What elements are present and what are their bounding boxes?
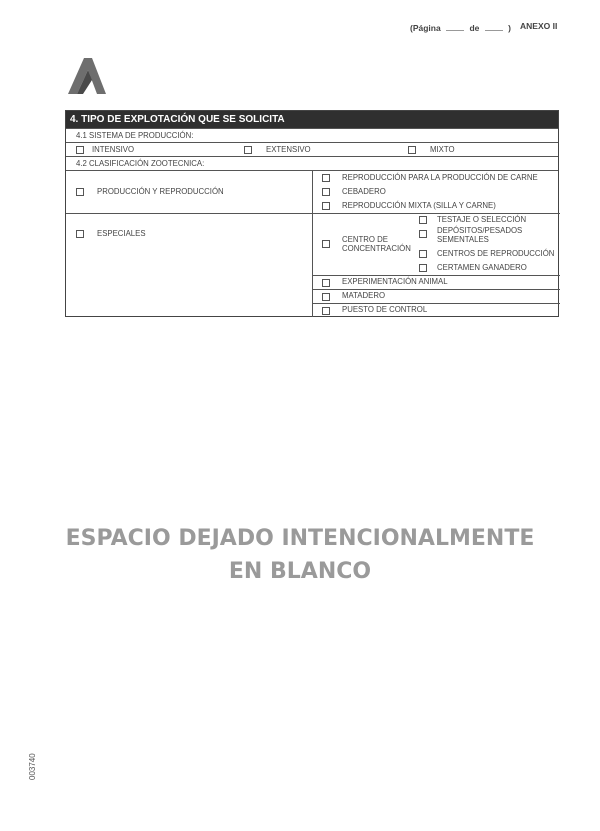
page-prefix: (Página — [410, 23, 441, 33]
option-produccion-reproduccion: PRODUCCIÓN Y REPRODUCCIÓN — [97, 187, 224, 196]
annex-label: ANEXO II — [520, 21, 558, 31]
checkbox-testaje[interactable] — [419, 216, 427, 224]
checkbox-reproduccion-carne[interactable] — [322, 174, 330, 182]
blank-space-notice — [0, 522, 600, 588]
option-reproduccion-mixta: REPRODUCCIÓN MIXTA (SILLA Y CARNE) — [342, 201, 496, 210]
option-especiales: ESPECIALES — [97, 229, 146, 238]
option-mixto: MIXTO — [430, 145, 455, 154]
section-1-label: 4.1 SISTEMA DE PRODUCCIÓN: — [76, 131, 194, 140]
option-centro-line2: CONCENTRACIÓN — [342, 244, 411, 253]
section-1-header — [66, 128, 558, 142]
production-system-row — [66, 142, 558, 156]
option-depositos-line2: SEMENTALES — [437, 235, 489, 244]
page-total-field[interactable] — [485, 22, 503, 31]
checkbox-produccion[interactable] — [76, 188, 84, 196]
section-2-label: 4.2 CLASIFICACIÓN ZOOTECNICA: — [76, 159, 205, 168]
checkbox-depositos[interactable] — [419, 230, 427, 238]
zootechnic-grid — [66, 170, 558, 316]
option-centros-reproduccion: CENTROS DE REPRODUCCIÓN — [437, 249, 555, 258]
option-centro-line1: CENTRO DE — [342, 235, 388, 244]
checkbox-experimentacion[interactable] — [322, 279, 330, 287]
blank-notice-line1: ESPACIO DEJADO INTENCIONALMENTE — [65, 526, 535, 551]
option-intensivo: INTENSIVO — [92, 145, 135, 154]
option-extensivo: EXTENSIVO — [266, 145, 311, 154]
option-cebadero: CEBADERO — [342, 187, 386, 196]
page-number-field[interactable] — [446, 22, 464, 31]
form-title: 4. TIPO DE EXPLOTACIÓN QUE SE SOLICITA — [66, 111, 558, 128]
checkbox-certamen[interactable] — [419, 264, 427, 272]
page-de: de — [469, 23, 480, 33]
option-puesto-control: PUESTO DE CONTROL — [342, 305, 428, 314]
option-testaje: TESTAJE O SELECCIÓN — [437, 215, 527, 224]
checkbox-reproduccion-mixta[interactable] — [322, 202, 330, 210]
page-number-label — [410, 22, 511, 33]
option-matadero: MATADERO — [342, 291, 386, 300]
checkbox-centro-concentracion[interactable] — [322, 240, 330, 248]
option-depositos-line1: DEPÓSITOS/PESADOS — [437, 226, 523, 235]
checkbox-puesto-control[interactable] — [322, 307, 330, 315]
checkbox-cebadero[interactable] — [322, 188, 330, 196]
checkbox-matadero[interactable] — [322, 293, 330, 301]
option-reproduccion-carne: REPRODUCCIÓN PARA LA PRODUCCIÓN DE CARNE — [342, 173, 538, 182]
checkbox-mixto[interactable] — [408, 146, 416, 154]
document-code: 003740 — [28, 753, 37, 780]
section-2-header — [66, 156, 558, 170]
checkbox-intensivo[interactable] — [76, 146, 84, 154]
junta-logo-icon — [66, 56, 106, 96]
checkbox-centros-reproduccion[interactable] — [419, 250, 427, 258]
option-experimentacion: EXPERIMENTACIÓN ANIMAL — [342, 277, 448, 286]
checkbox-especiales[interactable] — [76, 230, 84, 238]
explotacion-form — [65, 110, 559, 317]
page-suffix: ) — [508, 23, 511, 33]
blank-notice-line2: EN BLANCO — [228, 559, 372, 584]
option-certamen: CERTAMEN GANADERO — [437, 263, 527, 272]
checkbox-extensivo[interactable] — [244, 146, 252, 154]
